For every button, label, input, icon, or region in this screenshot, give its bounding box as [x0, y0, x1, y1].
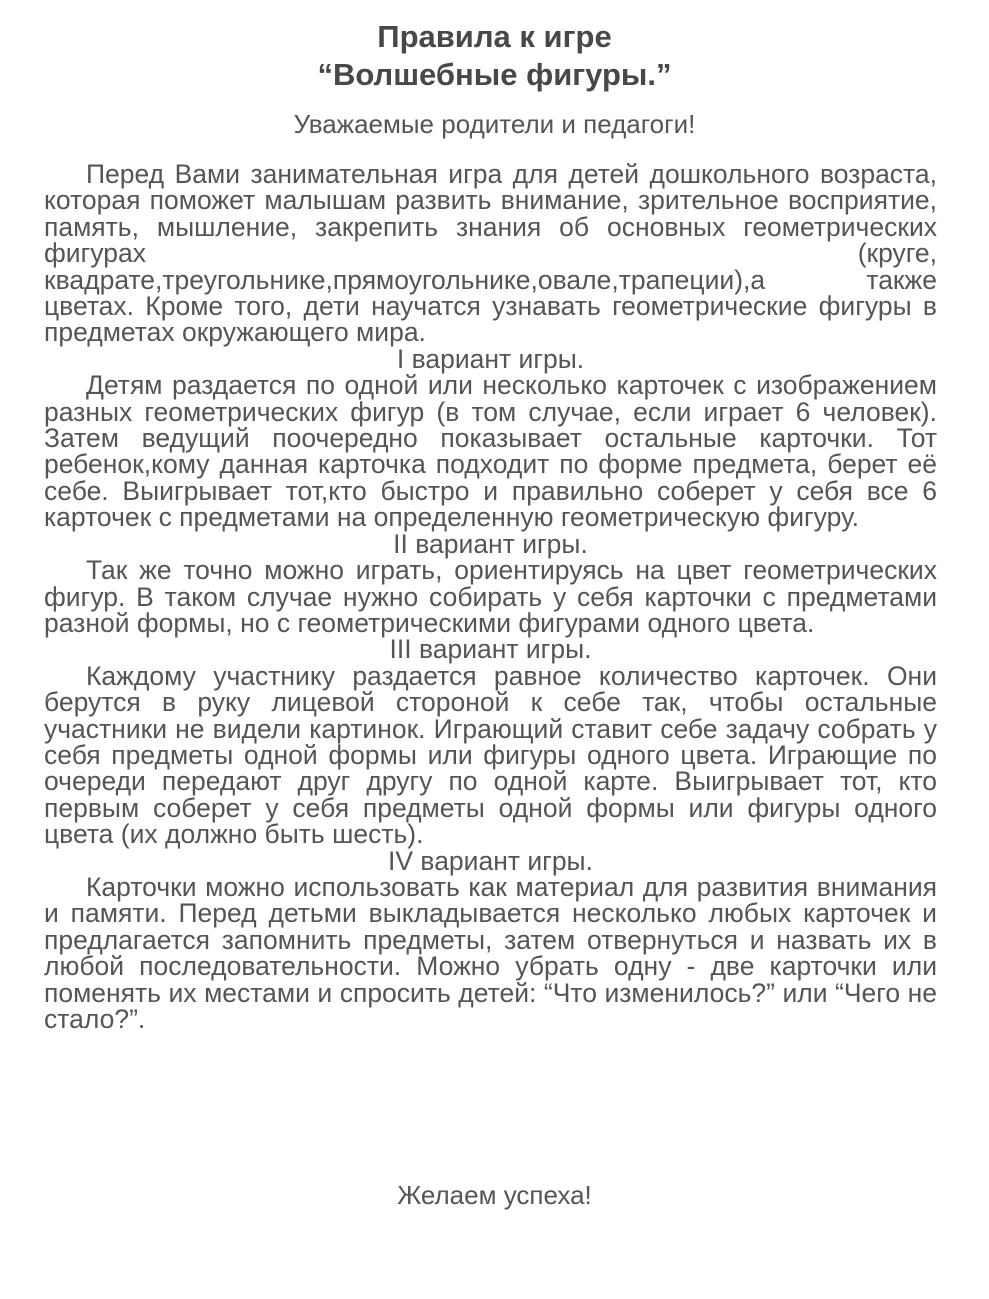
- variant-3-heading: III вариант игры.: [389, 634, 592, 665]
- document-title-line2: “Волшебные фигуры.”: [317, 57, 672, 92]
- variant-2-text: Так же точно можно играть, ориентируясь на цвет геометрических фигур. В таком случае нужно собирать у себя карточки с предметами разной формы, но с геометрическими фигурами одного цвета.: [44, 555, 937, 638]
- variant-3-text: Каждому участнику раздается равное количество карточек. Они берутся в руку лицевой стороной к себе так, чтобы остальные участники не видели картинок. Играющий ставит себе задачу собрать у себя предметы одной формы или фигуры одного цвета. Играющие по очереди передают друг другу по одной карте. Выигрывает тот, кто первым соберет у себя предметы одной формы или фигуры одного цвета (их должно быть шесть).: [44, 660, 937, 850]
- variant-4-text: Карточки можно использовать как материал для развития внимания и памяти. Перед детьми выкладывается несколько любых карточек и предлагается запомнить предметы, затем отвернуться и назвать их в любой последовательности. Можно убрать одну - две карточки или поменять их местами и спросить детей: “Что изменилось?” или “Чего не стало?”.: [44, 871, 937, 1034]
- variant-4-heading: IV вариант игры.: [388, 845, 593, 876]
- variant-1-heading: I вариант игры.: [396, 343, 585, 374]
- variant-1-text: Детям раздается по одной или несколько карточек с изображением разных геометрических фигур (в том случае, если играет 6 человек). Затем ведущий поочередно показывает остальные карточки. Тот ребенок,кому данная карточка подходит по форме предмета, берет её себе. Выигрывает тот,кто быстро и правильно соберет у себя все 6 карточек с предметами на определенную геометрическую фигуру.: [44, 370, 937, 533]
- intro-paragraph: Перед Вами занимательная игра для детей дошкольного возраста, которая поможет малышам развить внимание, зрительное восприятие, память, мышление, закрепить знания об основных геометрических фигурах (круге, квадрате,треугольнике,прямоугольнике,овале,трапеции),а также цветах. Кроме того, дети научатся узнавать геометрические фигуры в предметах окружающего мира.: [44, 159, 937, 348]
- document-body: [44, 161, 937, 1032]
- document-title-line1: Правила к игре: [377, 19, 612, 54]
- closing-wish: Желаем успеха!: [397, 1180, 592, 1210]
- greeting: Уважаемые родители и педагоги!: [293, 109, 696, 139]
- variant-2-heading: II вариант игры.: [393, 528, 588, 559]
